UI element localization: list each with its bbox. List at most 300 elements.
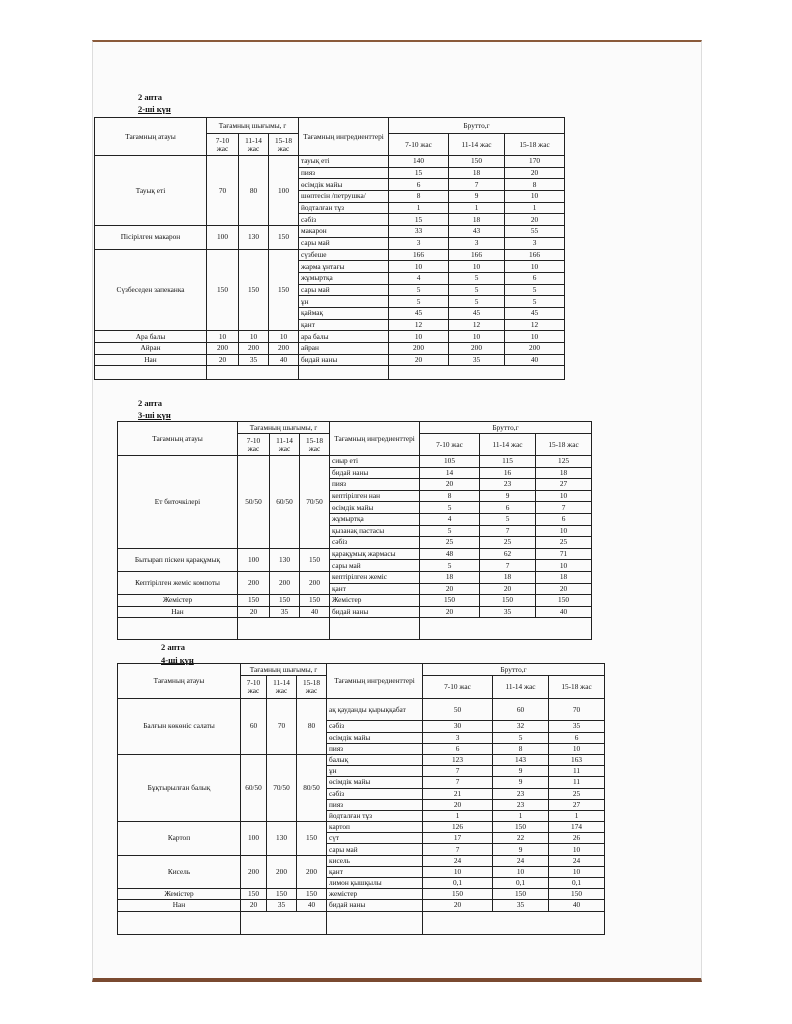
portion-15-18: 80 [297, 699, 327, 755]
ingredient-name: бидай наны [330, 467, 420, 479]
brutto-15-18: 0,1 [549, 878, 605, 889]
ingredient-name: жарма ұнтағы [299, 261, 389, 273]
brutto-7-10: 10 [423, 866, 493, 877]
brutto-15-18: 26 [549, 833, 605, 844]
brutto-7-10: 0,1 [423, 878, 493, 889]
brutto-15-18: 163 [549, 754, 605, 765]
brutto-7-10: 45 [389, 307, 449, 319]
ingredient-name: бидай наны [327, 900, 423, 911]
portion-11-14: 10 [239, 331, 269, 343]
portion-7-10: 60/50 [241, 754, 267, 821]
blank-cell [420, 618, 592, 640]
ingredient-name: сүт [327, 833, 423, 844]
brutto-11-14: 20 [480, 583, 536, 595]
brutto-15-18: 10 [536, 560, 592, 572]
ingredient-name: кептірілген жеміс [330, 571, 420, 583]
age-header [300, 434, 330, 456]
ingredient-name: жұмыртқа [299, 272, 389, 284]
table-row [118, 900, 605, 911]
brutto-15-18: 25 [536, 537, 592, 549]
ingredient-name: сары май [299, 284, 389, 296]
brutto-11-14: 0,1 [493, 878, 549, 889]
ingredient-name: айран [299, 343, 389, 355]
ingredient-name: қызанақ пастасы [330, 525, 420, 537]
ingredient-name: қант [330, 583, 420, 595]
portion-7-10: 200 [241, 855, 267, 889]
brutto-15-18: 10 [505, 331, 565, 343]
brutto-7-10: 3 [423, 732, 493, 743]
brutto-7-10: 24 [423, 855, 493, 866]
dish-name: Сүзбеседен запеканка [95, 249, 207, 331]
portion-15-18: 150 [297, 889, 327, 900]
brutto-15-18: 5 [505, 296, 565, 308]
portion-15-18: 150 [269, 249, 299, 331]
brutto-header: Брутто,г [389, 118, 565, 134]
ingredient-name: жұмыртқа [330, 513, 420, 525]
ingredient-name: өсімдік майы [327, 732, 423, 743]
brutto-15-18: 10 [549, 866, 605, 877]
brutto-11-14: 5 [449, 272, 505, 284]
portion-11-14: 60/50 [270, 456, 300, 549]
ingredient-name: йодталған тұз [327, 810, 423, 821]
brutto-7-10: 200 [389, 343, 449, 355]
table-row [118, 571, 592, 583]
table-row [95, 226, 565, 238]
age-unit: жас [308, 443, 321, 453]
brutto-15-18: 70 [549, 699, 605, 721]
brutto-7-10: 5 [389, 296, 449, 308]
ingredient-name: пияз [327, 743, 423, 754]
ingredient-name: қант [299, 319, 389, 331]
portion-11-14: 35 [239, 354, 269, 366]
ingredient-name: қаймақ [299, 307, 389, 319]
brutto-age-header: 15-18 жас [549, 676, 605, 699]
ingredients-header: Тағамның ингредиенттері [327, 664, 423, 699]
age-header [241, 676, 267, 699]
brutto-11-14: 45 [449, 307, 505, 319]
ingredient-name: сары май [299, 237, 389, 249]
brutto-7-10: 15 [389, 167, 449, 179]
blank-cell [327, 911, 423, 934]
brutto-15-18: 10 [549, 743, 605, 754]
portion-15-18: 40 [297, 900, 327, 911]
table-row [118, 754, 605, 765]
brutto-15-18: 3 [505, 237, 565, 249]
brutto-7-10: 50 [423, 699, 493, 721]
ingredient-name: өсімдік майы [330, 502, 420, 514]
brutto-15-18: 174 [549, 822, 605, 833]
brutto-7-10: 3 [389, 237, 449, 249]
brutto-15-18: 20 [505, 214, 565, 226]
dish-name: Кептірілген жеміс компоты [118, 571, 238, 594]
ingredient-name: сүзбеше [299, 249, 389, 261]
age-header [267, 676, 297, 699]
brutto-7-10: 150 [420, 595, 480, 607]
table-row [118, 595, 592, 607]
brutto-7-10: 126 [423, 822, 493, 833]
brutto-11-14: 23 [493, 799, 549, 810]
portion-11-14: 130 [239, 226, 269, 249]
brutto-age-header: 11-14 жас [449, 134, 505, 156]
brutto-11-14: 1 [493, 810, 549, 821]
brutto-7-10: 7 [423, 844, 493, 855]
ingredient-name: бидай наны [299, 354, 389, 366]
brutto-11-14: 10 [449, 331, 505, 343]
brutto-11-14: 35 [493, 900, 549, 911]
portion-15-18: 40 [269, 354, 299, 366]
brutto-7-10: 123 [423, 754, 493, 765]
brutto-age-header: 7-10 жас [423, 676, 493, 699]
brutto-11-14: 150 [493, 889, 549, 900]
brutto-7-10: 10 [389, 331, 449, 343]
brutto-15-18: 40 [549, 900, 605, 911]
portion-15-18: 150 [300, 595, 330, 607]
brutto-7-10: 20 [420, 583, 480, 595]
blank-cell [389, 366, 565, 380]
age-header [207, 134, 239, 156]
brutto-15-18: 27 [549, 799, 605, 810]
brutto-15-18: 11 [549, 766, 605, 777]
age-range: 11-14 [276, 435, 293, 445]
ingredient-name: қант [327, 866, 423, 877]
brutto-11-14: 150 [480, 595, 536, 607]
brutto-15-18: 45 [505, 307, 565, 319]
age-range: 11-14 [273, 678, 290, 687]
brutto-15-18: 40 [505, 354, 565, 366]
age-unit: жас [277, 143, 290, 153]
brutto-11-14: 5 [449, 296, 505, 308]
brutto-11-14: 7 [480, 560, 536, 572]
brutto-11-14: 9 [449, 191, 505, 203]
brutto-7-10: 15 [389, 214, 449, 226]
age-range: 15-18 [305, 435, 324, 445]
brutto-age-header: 11-14 жас [480, 434, 536, 456]
brutto-15-18: 35 [549, 721, 605, 732]
portion-11-14: 200 [267, 855, 297, 889]
blank-cell [207, 366, 299, 380]
brutto-7-10: 20 [423, 799, 493, 810]
dish-name: Нан [95, 354, 207, 366]
brutto-7-10: 166 [389, 249, 449, 261]
table-row [118, 855, 605, 866]
blank-cell [118, 911, 241, 934]
brutto-15-18: 40 [536, 606, 592, 618]
ingredient-name: өсімдік майы [299, 179, 389, 191]
brutto-7-10: 33 [389, 226, 449, 238]
brutto-7-10: 8 [420, 490, 480, 502]
portion-11-14: 70/50 [267, 754, 297, 821]
age-unit: жас [247, 686, 260, 695]
brutto-7-10: 1 [423, 810, 493, 821]
brutto-7-10: 21 [423, 788, 493, 799]
portion-11-14: 35 [270, 606, 300, 618]
brutto-15-18: 8 [505, 179, 565, 191]
dish-name: Бытырап піскен қарақұмық [118, 548, 238, 571]
brutto-11-14: 43 [449, 226, 505, 238]
brutto-11-14: 60 [493, 699, 549, 721]
dish-name: Картоп [118, 822, 241, 856]
portion-11-14: 130 [270, 548, 300, 571]
portion-15-18: 200 [300, 571, 330, 594]
brutto-7-10: 4 [389, 272, 449, 284]
portion-7-10: 10 [207, 331, 239, 343]
brutto-15-18: 1 [505, 202, 565, 214]
week-label: 2 апта [138, 398, 162, 408]
age-unit: жас [275, 686, 288, 695]
portion-7-10: 100 [207, 226, 239, 249]
ingredient-name: өсімдік майы [327, 777, 423, 788]
brutto-15-18: 11 [549, 777, 605, 788]
brutto-15-18: 10 [505, 261, 565, 273]
brutto-11-14: 10 [493, 866, 549, 877]
menu-table [117, 663, 605, 935]
week-label: 2 апта [138, 92, 162, 102]
portion-11-14: 70 [267, 699, 297, 755]
portion-15-18: 150 [297, 822, 327, 856]
portion-11-14: 130 [267, 822, 297, 856]
brutto-15-18: 125 [536, 456, 592, 468]
age-unit: жас [278, 443, 291, 453]
blank-cell [95, 366, 207, 380]
portion-15-18: 200 [297, 855, 327, 889]
table-row [95, 343, 565, 355]
portion-7-10: 200 [238, 571, 270, 594]
ingredient-name: лимон қышқылы [327, 878, 423, 889]
brutto-11-14: 24 [493, 855, 549, 866]
brutto-11-14: 166 [449, 249, 505, 261]
brutto-15-18: 170 [505, 156, 565, 168]
ingredient-name: сиыр еті [330, 456, 420, 468]
brutto-11-14: 115 [480, 456, 536, 468]
ingredient-name: ақ қауданды қырыққабат [327, 699, 423, 721]
table-row [118, 889, 605, 900]
brutto-11-14: 5 [493, 732, 549, 743]
portion-11-14: 150 [239, 249, 269, 331]
portion-7-10: 50/50 [238, 456, 270, 549]
day-label: 3-ші күн [138, 410, 171, 420]
age-unit: жас [216, 143, 229, 153]
brutto-7-10: 48 [420, 548, 480, 560]
portion-7-10: 20 [238, 606, 270, 618]
brutto-7-10: 25 [420, 537, 480, 549]
brutto-11-14: 32 [493, 721, 549, 732]
blank-cell [299, 366, 389, 380]
age-unit: жас [247, 443, 260, 453]
blank-cell [330, 618, 420, 640]
brutto-15-18: 1 [549, 810, 605, 821]
day-label: 4-ші күн [161, 655, 194, 665]
ingredient-name: сәбіз [327, 721, 423, 732]
brutto-15-18: 150 [536, 595, 592, 607]
age-header [238, 434, 270, 456]
brutto-7-10: 20 [423, 900, 493, 911]
portion-11-14: 80 [239, 156, 269, 226]
brutto-11-14: 16 [480, 467, 536, 479]
brutto-15-18: 6 [536, 513, 592, 525]
ingredient-name: йодталған тұз [299, 202, 389, 214]
brutto-header: Брутто,г [420, 422, 592, 434]
portion-7-10: 150 [207, 249, 239, 331]
ingredient-name: балық [327, 754, 423, 765]
brutto-7-10: 105 [420, 456, 480, 468]
dish-name: Балғын көкөніс салаты [118, 699, 241, 755]
menu-table [94, 117, 565, 380]
ingredient-name: бидай наны [330, 606, 420, 618]
brutto-15-18: 20 [536, 583, 592, 595]
menu-table [117, 421, 592, 640]
brutto-age-header: 15-18 жас [505, 134, 565, 156]
table-row [118, 548, 592, 560]
brutto-11-14: 5 [480, 513, 536, 525]
ingredient-name: жемістер [327, 889, 423, 900]
portion-15-18: 200 [269, 343, 299, 355]
day-label: 2-ші күн [138, 104, 171, 114]
brutto-15-18: 18 [536, 467, 592, 479]
portion-7-10: 100 [238, 548, 270, 571]
brutto-11-14: 3 [449, 237, 505, 249]
dish-name: Бұқтырылған балық [118, 754, 241, 821]
age-range: 7-10 [215, 135, 230, 145]
brutto-15-18: 20 [505, 167, 565, 179]
dish-name-header: Тағамның атауы [95, 118, 207, 156]
ingredient-name: кисель [327, 855, 423, 866]
brutto-15-18: 7 [536, 502, 592, 514]
brutto-11-14: 143 [493, 754, 549, 765]
age-range: 7-10 [246, 435, 261, 445]
week-label: 2 апта [161, 642, 185, 652]
ingredient-name: сәбіз [327, 788, 423, 799]
portion-7-10: 100 [241, 822, 267, 856]
brutto-7-10: 7 [423, 766, 493, 777]
age-unit: жас [305, 686, 318, 695]
ingredient-name: пияз [299, 167, 389, 179]
brutto-15-18: 71 [536, 548, 592, 560]
brutto-7-10: 5 [389, 284, 449, 296]
table-row [118, 606, 592, 618]
brutto-11-14: 12 [449, 319, 505, 331]
brutto-age-header: 7-10 жас [389, 134, 449, 156]
portion-7-10: 150 [238, 595, 270, 607]
portion-11-14: 150 [267, 889, 297, 900]
brutto-11-14: 35 [480, 606, 536, 618]
ingredient-name: ұн [299, 296, 389, 308]
age-range: 15-18 [274, 135, 293, 145]
dish-name: Айран [95, 343, 207, 355]
portion-11-14: 200 [270, 571, 300, 594]
brutto-11-14: 9 [493, 766, 549, 777]
ingredients-header: Тағамның ингредиенттері [299, 118, 389, 156]
portion-15-18: 150 [300, 548, 330, 571]
brutto-11-14: 22 [493, 833, 549, 844]
dish-name: Нан [118, 900, 241, 911]
brutto-7-10: 5 [420, 560, 480, 572]
brutto-7-10: 8 [389, 191, 449, 203]
brutto-15-18: 25 [549, 788, 605, 799]
brutto-7-10: 30 [423, 721, 493, 732]
portion-7-10: 20 [241, 900, 267, 911]
brutto-15-18: 24 [549, 855, 605, 866]
age-header [297, 676, 327, 699]
ingredient-name: макарон [299, 226, 389, 238]
dish-name: Тауық еті [95, 156, 207, 226]
brutto-11-14: 5 [449, 284, 505, 296]
brutto-11-14: 9 [480, 490, 536, 502]
age-range: 11-14 [245, 135, 262, 145]
blank-cell [118, 618, 238, 640]
portion-7-10: 150 [241, 889, 267, 900]
brutto-7-10: 20 [389, 354, 449, 366]
brutto-15-18: 6 [549, 732, 605, 743]
brutto-15-18: 166 [505, 249, 565, 261]
portion-11-14: 200 [239, 343, 269, 355]
age-header [270, 434, 300, 456]
dish-name: Кисель [118, 855, 241, 889]
brutto-15-18: 10 [505, 191, 565, 203]
brutto-7-10: 17 [423, 833, 493, 844]
table-row [118, 699, 605, 721]
brutto-11-14: 25 [480, 537, 536, 549]
brutto-7-10: 5 [420, 525, 480, 537]
ingredient-name: қарақұмық жармасы [330, 548, 420, 560]
ingredient-name: пияз [327, 799, 423, 810]
brutto-11-14: 8 [493, 743, 549, 754]
dish-name: Ет биточкілері [118, 456, 238, 549]
brutto-7-10: 1 [389, 202, 449, 214]
ingredient-name: сәбіз [299, 214, 389, 226]
brutto-15-18: 200 [505, 343, 565, 355]
table-row [95, 354, 565, 366]
brutto-11-14: 7 [480, 525, 536, 537]
portion-7-10: 70 [207, 156, 239, 226]
brutto-15-18: 6 [505, 272, 565, 284]
ingredient-name: сәбіз [330, 537, 420, 549]
dish-name: Нан [118, 606, 238, 618]
brutto-7-10: 12 [389, 319, 449, 331]
brutto-11-14: 6 [480, 502, 536, 514]
ingredient-name: шөптесін /петрушка/ [299, 191, 389, 203]
brutto-7-10: 6 [389, 179, 449, 191]
portion-15-18: 70/50 [300, 456, 330, 549]
brutto-11-14: 18 [449, 214, 505, 226]
brutto-11-14: 1 [449, 202, 505, 214]
table-row [95, 156, 565, 168]
portion-15-18: 100 [269, 156, 299, 226]
brutto-11-14: 9 [493, 777, 549, 788]
brutto-11-14: 23 [480, 479, 536, 491]
brutto-11-14: 200 [449, 343, 505, 355]
ingredient-name: картоп [327, 822, 423, 833]
brutto-11-14: 35 [449, 354, 505, 366]
brutto-11-14: 9 [493, 844, 549, 855]
brutto-15-18: 5 [505, 284, 565, 296]
ingredients-header: Тағамның ингредиенттері [330, 422, 420, 456]
ingredient-name: кептірілген нан [330, 490, 420, 502]
brutto-7-10: 140 [389, 156, 449, 168]
brutto-15-18: 27 [536, 479, 592, 491]
portion-11-14: 35 [267, 900, 297, 911]
age-range: 7-10 [246, 678, 261, 687]
portion-7-10: 20 [207, 354, 239, 366]
dish-name: Пісірілген макарон [95, 226, 207, 249]
table-row [118, 456, 592, 468]
dish-name: Жемістер [118, 595, 238, 607]
portion-15-18: 150 [269, 226, 299, 249]
portion-7-10: 60 [241, 699, 267, 755]
brutto-7-10: 150 [423, 889, 493, 900]
brutto-7-10: 5 [420, 502, 480, 514]
brutto-11-14: 62 [480, 548, 536, 560]
brutto-header: Брутто,г [423, 664, 605, 676]
